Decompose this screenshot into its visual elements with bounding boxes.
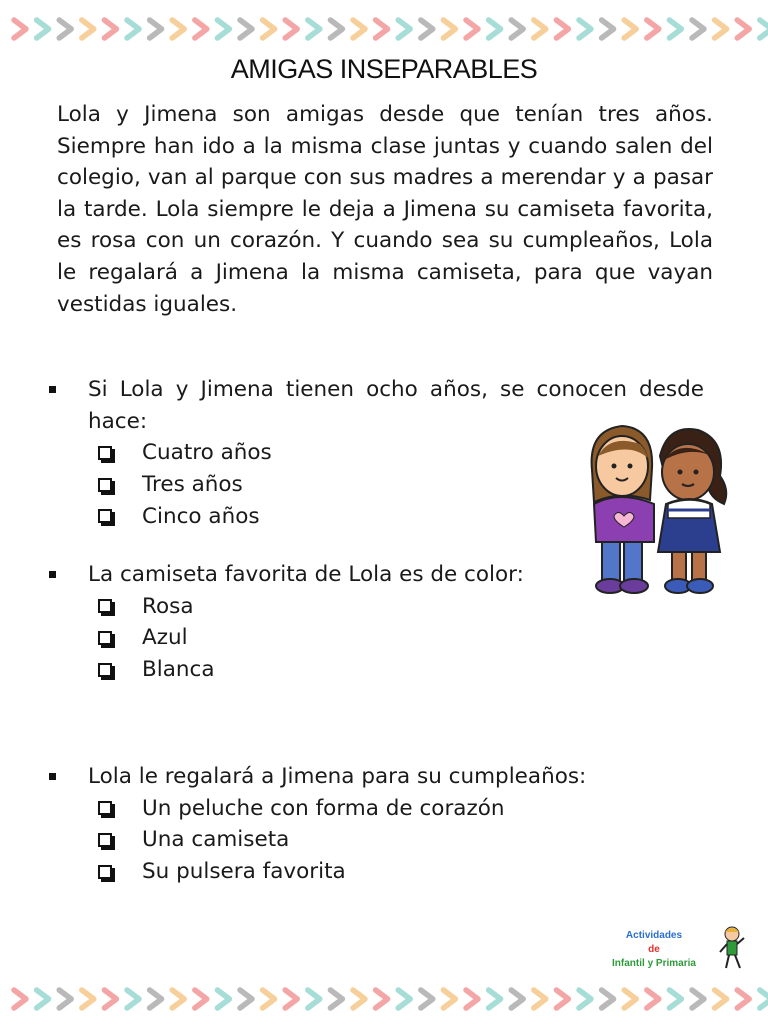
checkbox-icon[interactable] [98,833,112,847]
chevron-icon [195,20,207,38]
chevron-icon [330,990,342,1008]
chevron-icon [737,20,749,38]
logo [596,924,756,972]
checkbox-icon[interactable] [98,631,112,645]
chevron-icon [150,990,162,1008]
option[interactable]: Una camiseta [98,824,704,856]
two-girls-illustration [580,420,740,600]
chevron-icon [308,20,320,38]
option[interactable]: Tres años [98,469,704,501]
question-text: Si Lola y Jimena tienen ocho años, se conocen desde hace: [88,377,704,434]
bullet-icon [49,571,56,578]
checkbox-icon[interactable] [98,801,112,815]
chevron-icon [217,990,229,1008]
checkbox-icon[interactable] [98,865,112,879]
chevron-icon [511,990,523,1008]
logo-line-1: Actividades [625,930,683,941]
chevron-icon [421,20,433,38]
chevron-icon [534,990,546,1008]
question-3 [44,761,704,887]
chevron-icon [692,990,704,1008]
question-text: La camiseta favorita de Lola es de color: [88,562,524,587]
question-text: Lola le regalará a Jimena para su cumpleaños: [88,764,587,789]
chevron-icon [602,990,614,1008]
chevron-icon [240,990,252,1008]
chevron-icon [489,990,501,1008]
chevron-icon [308,990,320,1008]
chevron-icon [353,20,365,38]
chevron-icon [240,20,252,38]
chevron-icon [760,20,768,38]
chevron-icon [263,20,275,38]
chevron-icon [217,20,229,38]
chevron-icon [466,20,478,38]
chevron-icon [647,20,659,38]
page-title: AMIGAS INSEPARABLES [230,54,538,84]
bullet-icon [49,773,56,780]
chevron-icon [443,20,455,38]
option[interactable]: Cuatro años [98,437,704,469]
bullet-icon [49,386,56,393]
option[interactable]: Azul [98,622,704,654]
chevron-icon [127,20,139,38]
chevron-icon [443,990,455,1008]
chevron-icon [376,20,388,38]
checkbox-icon[interactable] [98,478,112,492]
chevron-icon [353,990,365,1008]
checkbox-icon[interactable] [98,446,112,460]
chevron-icon [669,20,681,38]
story-paragraph: Lola y Jimena son amigas desde que tenían tres años. Siempre han ido a la misma clase juntas y cuando salen del colegio, van al parque con sus madres a merendar y a pasar la tarde. Lola siempre le deja a Jimena su camiseta favorita, es rosa con un corazón. Y cuando sea su cumpleaños, Lola le regalará a Jimena la misma camiseta, para que vayan vestidas iguales. [57,102,713,317]
chevron-icon [59,990,71,1008]
chevron-icon [602,20,614,38]
chevron-icon [398,20,410,38]
chevron-icon [82,20,94,38]
chevron-border-top [0,14,768,44]
chevron-icon [172,20,184,38]
chevron-icon [466,990,478,1008]
chevron-icon [737,990,749,1008]
option[interactable]: Su pulsera favorita [98,856,704,888]
chevron-icon [579,20,591,38]
option[interactable]: Un peluche con forma de corazón [98,793,704,825]
mascot-icon [720,927,744,968]
chevron-icon [556,20,568,38]
logo-line-2: de [648,944,660,955]
chevron-border-bottom [0,984,768,1014]
chevron-icon [489,20,501,38]
chevron-icon [534,20,546,38]
chevron-icon [263,990,275,1008]
chevron-icon [150,20,162,38]
chevron-icon [511,20,523,38]
chevron-icon [624,20,636,38]
chevron-icon [14,20,26,38]
checkbox-icon[interactable] [98,663,112,677]
chevron-icon [421,990,433,1008]
chevron-icon [760,990,768,1008]
chevron-icon [715,990,727,1008]
chevron-icon [398,990,410,1008]
chevron-icon [669,990,681,1008]
chevron-icon [104,990,116,1008]
option[interactable]: Blanca [98,654,704,686]
chevron-icon [624,990,636,1008]
chevron-icon [556,990,568,1008]
chevron-icon [172,990,184,1008]
option[interactable]: Rosa [98,591,704,623]
chevron-icon [285,990,297,1008]
chevron-icon [59,20,71,38]
option[interactable]: Cinco años [98,500,704,532]
logo-line-3: Infantil y Primaria [612,958,696,969]
chevron-icon [195,990,207,1008]
chevron-icon [330,20,342,38]
chevron-icon [715,20,727,38]
chevron-icon [376,990,388,1008]
checkbox-icon[interactable] [98,599,112,613]
chevron-icon [285,20,297,38]
chevron-icon [104,20,116,38]
chevron-icon [579,990,591,1008]
chevron-icon [37,990,49,1008]
chevron-icon [82,990,94,1008]
chevron-icon [647,990,659,1008]
chevron-icon [692,20,704,38]
chevron-icon [14,990,26,1008]
checkbox-icon[interactable] [98,509,112,523]
chevron-icon [127,990,139,1008]
chevron-icon [37,20,49,38]
